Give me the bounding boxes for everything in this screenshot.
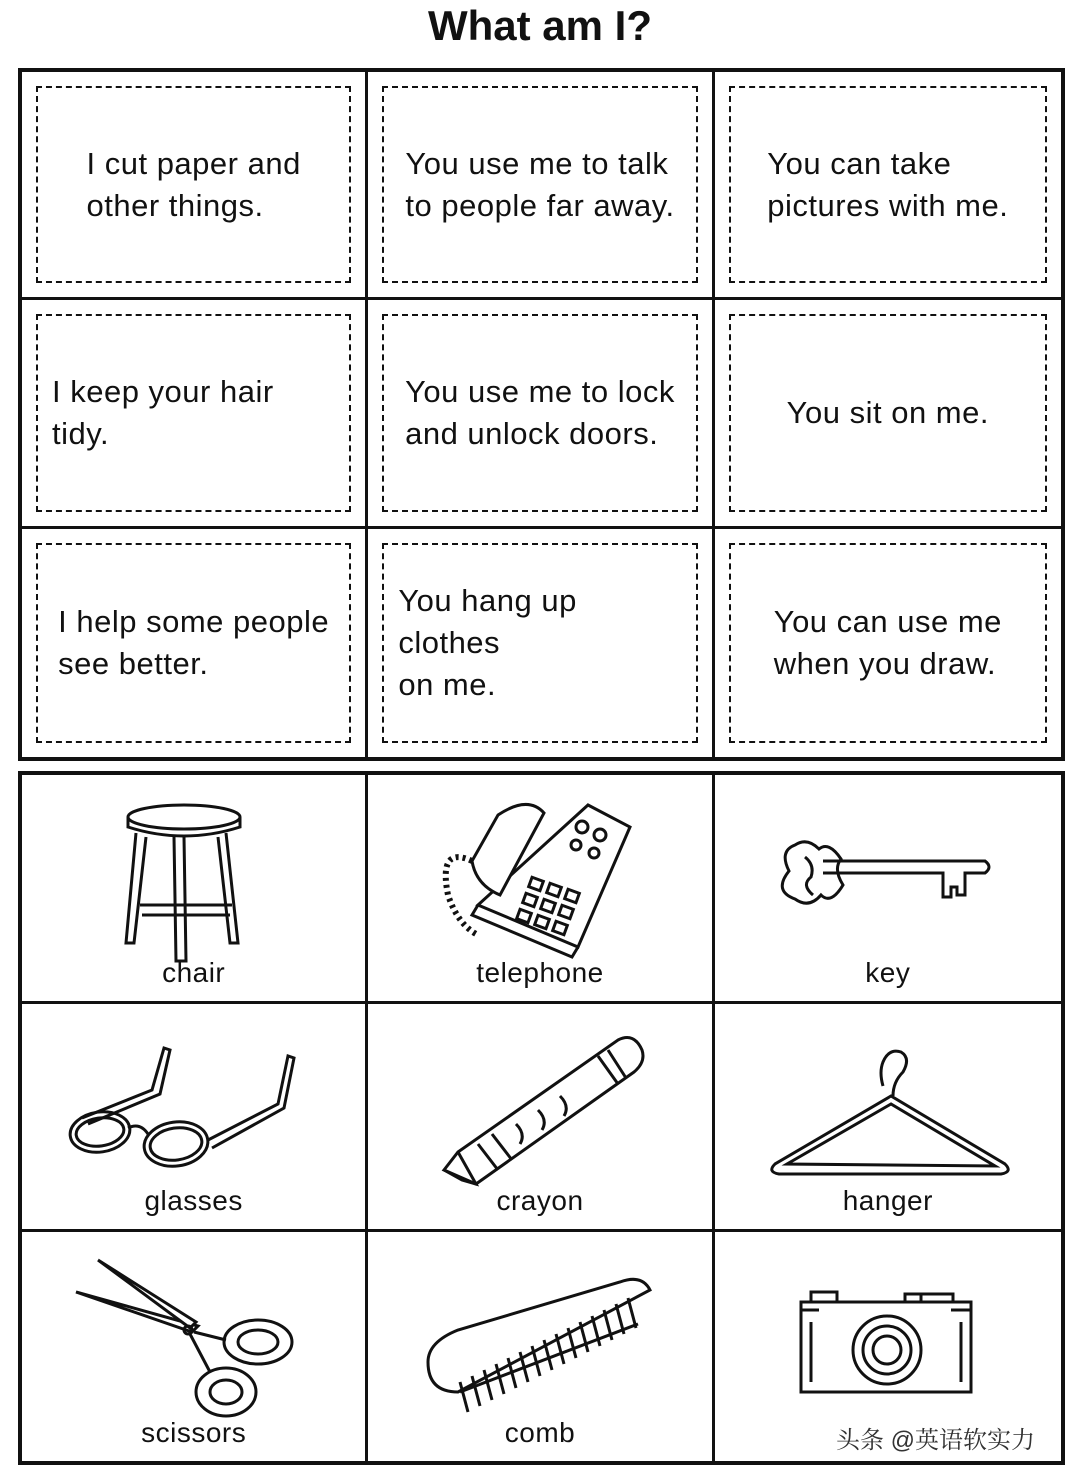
page-title: What am I?: [427, 2, 652, 49]
clue-text: I cut paper and other things.: [86, 145, 301, 223]
picture-grid: [18, 771, 1065, 1465]
picture-cell-scissors[interactable]: [22, 1232, 368, 1461]
clue-cell[interactable]: [368, 529, 714, 757]
clue-card[interactable]: [729, 314, 1047, 511]
clue-text: I keep your hair tidy.: [52, 373, 274, 451]
picture-cell-glasses[interactable]: [22, 1004, 368, 1233]
clue-text: You can take pictures with me.: [767, 145, 1009, 223]
watermark-text: 头条 @英语软实力: [830, 1418, 1041, 1457]
clue-cell[interactable]: [22, 72, 368, 300]
picture-label: comb: [504, 1417, 576, 1448]
clue-card[interactable]: [729, 543, 1047, 743]
picture-cell-comb[interactable]: [368, 1232, 714, 1461]
picture-cell-key[interactable]: [715, 775, 1061, 1004]
clue-cell[interactable]: [368, 72, 714, 300]
picture-label: glasses: [144, 1185, 243, 1217]
picture-cell-hanger[interactable]: [715, 1004, 1061, 1233]
clue-card[interactable]: [36, 314, 351, 511]
clue-card[interactable]: [36, 543, 351, 743]
clue-cell[interactable]: [715, 529, 1061, 757]
clue-card[interactable]: [36, 86, 351, 283]
picture-label: crayon: [496, 1185, 584, 1217]
clue-cell[interactable]: [22, 300, 368, 528]
clue-text: You use me to lock and unlock doors.: [405, 373, 675, 451]
picture-label: hanger: [842, 1185, 933, 1217]
clue-card[interactable]: [382, 543, 697, 743]
picture-label: telephone: [476, 956, 604, 988]
clue-card[interactable]: [382, 86, 697, 283]
clue-cell[interactable]: [715, 300, 1061, 528]
clue-card[interactable]: [729, 86, 1047, 283]
picture-cell-telephone[interactable]: [368, 775, 714, 1004]
picture-label: chair: [162, 956, 226, 988]
clue-text: You hang up clothes on me.: [398, 582, 577, 702]
clue-text: You can use me when you draw.: [773, 603, 1002, 681]
clue-grid: [18, 68, 1065, 761]
clue-cell[interactable]: [22, 529, 368, 757]
clue-text: You use me to talk to people far away.: [405, 145, 675, 223]
picture-label: key: [865, 956, 911, 988]
clue-text: You sit on me.: [786, 394, 989, 430]
clue-card[interactable]: [382, 314, 697, 511]
clue-cell[interactable]: [368, 300, 714, 528]
clue-cell[interactable]: [715, 72, 1061, 300]
clue-text: I help some people see better.: [58, 603, 330, 681]
picture-cell-crayon[interactable]: [368, 1004, 714, 1233]
picture-cell-chair[interactable]: [22, 775, 368, 1004]
picture-label: scissors: [141, 1417, 247, 1448]
